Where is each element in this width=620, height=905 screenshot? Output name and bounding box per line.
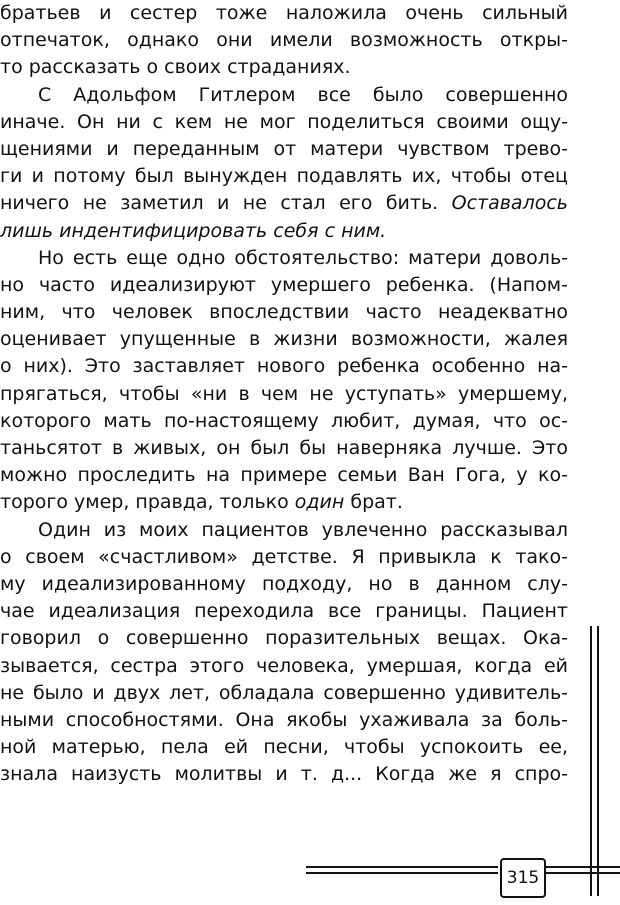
text-line: но часто идеализируют умершего ребенка. (Напом- bbox=[0, 273, 568, 296]
footer-rule-bottom bbox=[306, 872, 498, 874]
text-line bbox=[0, 489, 568, 516]
text-line: ной матерью, пела ей песни, чтобы успокоить ее, bbox=[0, 736, 568, 759]
text-segment: брат. bbox=[344, 491, 403, 514]
text-line: С Адольфом Гитлером все было совершенно bbox=[38, 83, 568, 106]
page-number: 315 bbox=[500, 858, 546, 898]
text-line: му идеализированному подходу, но в данном слу- bbox=[0, 572, 568, 595]
text-line: Но есть еще одно обстоятельство: матери доволь- bbox=[38, 246, 568, 269]
italic-text: лишь индентифицировать себя с ним. bbox=[0, 219, 387, 242]
text-line: о них). Это заставляет нового ребенка особенно на- bbox=[0, 355, 568, 378]
text-line: иначе. Он ни с кем не мог поделиться своими ощу- bbox=[0, 110, 568, 133]
text-line: ги и потому был вынужден подавлять их, чтобы отец bbox=[0, 165, 568, 188]
text-line: зывается, сестра этого человека, умершая, когда ей bbox=[0, 654, 568, 677]
corner-rule-bottom bbox=[545, 872, 620, 874]
text-line: ним, что человек впоследствии часто неадекватно bbox=[0, 301, 568, 324]
italic-text: один bbox=[294, 491, 345, 514]
text-line: щениями и переданным от матери чувством трево- bbox=[0, 137, 568, 160]
text-line bbox=[0, 190, 568, 217]
text-line: таньсятот в живых, он был бы наверняка лучше. Это bbox=[0, 437, 568, 459]
italic-text: Оставалось bbox=[451, 192, 568, 215]
text-line: Один из моих пациентов увлеченно рассказывал bbox=[38, 518, 568, 541]
text-line: которого мать по-настоящему любит, думая, что ос- bbox=[0, 409, 568, 432]
side-rule-left bbox=[590, 626, 592, 896]
text-line: оценивает упущенные в жизни возможности, жалея bbox=[0, 328, 568, 351]
corner-rule-top bbox=[545, 866, 620, 868]
text-line: прягаться, чтобы «ни в чем не уступать» умершему, bbox=[0, 382, 568, 405]
text-line: чае идеализация переходила все границы. Пациент bbox=[0, 600, 568, 623]
text-line: о своем «счастливом» детстве. Я привыкла к тако- bbox=[0, 545, 568, 568]
text-line: знала наизусть молитвы и т. д... Когда же я спро- bbox=[0, 763, 568, 786]
footer-rule-top bbox=[306, 866, 498, 868]
text-line: ными способностями. Она якобы ухаживала за боль- bbox=[0, 708, 568, 731]
text-segment: ничего не заметил и не стал его бить. bbox=[0, 192, 452, 215]
text-line: отпечаток, однако они имели возможность откры- bbox=[0, 29, 568, 52]
side-rule-right bbox=[597, 626, 599, 896]
text-line: говорил о совершенно поразительных вещах. Ока- bbox=[0, 627, 568, 650]
text-segment: торого умер, правда, только bbox=[0, 491, 295, 514]
text-line: братьев и сестер тоже наложила очень сильный bbox=[0, 2, 568, 24]
text-line: то рассказать о своих страданиях. bbox=[0, 56, 351, 79]
text-line: не было и двух лет, обладала совершенно удивитель- bbox=[0, 681, 568, 704]
text-line bbox=[0, 218, 568, 245]
text-line: можно проследить на примере семьи Ван Гога, у ко- bbox=[0, 464, 568, 487]
